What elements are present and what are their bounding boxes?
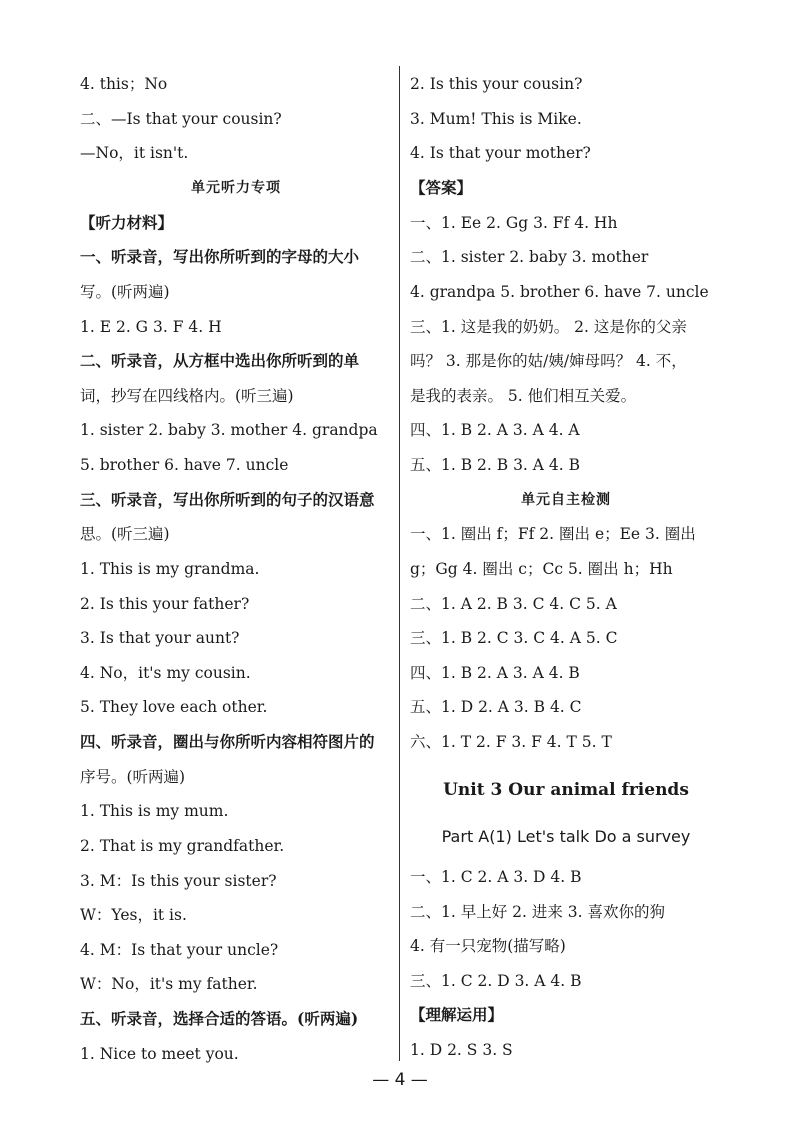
left-line: 四、听录音，圈出与你所听内容相符图片的 (80, 732, 375, 751)
right-line: g；Gg 4. 圈出 c；Cc 5. 圈出 h；Hh (410, 560, 673, 578)
left-line: 1. This is my grandma. (80, 560, 260, 578)
left-line: 【听力材料】 (80, 213, 174, 232)
left-line: 二、听录音，从方框中选出你所听到的单 (80, 351, 360, 370)
right-line: 是我的表亲。 5. 他们相互关爱。 (410, 387, 637, 405)
right-line: 单元自主检测 (521, 492, 611, 508)
right-line: 3. Mum! This is Mike. (410, 110, 582, 128)
left-line: 五、听录音，选择合适的答语。(听两遍) (80, 1009, 359, 1028)
left-line: 2. That is my grandfather. (80, 837, 285, 855)
column-divider (399, 66, 400, 1061)
left-line: 1. E 2. G 3. F 4. H (80, 318, 222, 336)
right-line: 二、1. A 2. B 3. C 4. C 5. A (410, 595, 617, 613)
right-line: 三、1. 这是我的奶奶。 2. 这是你的父亲 (410, 318, 687, 336)
left-line: 思。(听三遍) (80, 525, 170, 543)
left-line: 一、听录音，写出你所听到的字母的大小 (80, 247, 360, 266)
page-number: — 4 — (372, 1070, 428, 1090)
right-line: 六、1. T 2. F 3. F 4. T 5. T (410, 733, 612, 751)
left-line: 词，抄写在四线格内。(听三遍) (80, 387, 294, 405)
right-line: 三、1. B 2. C 3. C 4. A 5. C (410, 629, 618, 647)
left-line: 4. No，it's my cousin. (80, 664, 251, 682)
right-line: 一、1. 圈出 f；Ff 2. 圈出 e；Ee 3. 圈出 (410, 525, 696, 543)
right-line: 4. Is that your mother? (410, 144, 591, 162)
right-line: 1. D 2. S 3. S (410, 1041, 513, 1059)
right-line: 【理解运用】 (410, 1005, 504, 1024)
left-line: 1. sister 2. baby 3. mother 4. grandpa (80, 421, 378, 439)
left-line: 单元听力专项 (191, 180, 281, 196)
right-line: 一、1. Ee 2. Gg 3. Ff 4. Hh (410, 214, 618, 232)
left-line: 5. brother 6. have 7. uncle (80, 456, 289, 474)
left-line: W：Yes，it is. (80, 906, 187, 924)
right-line: 四、1. B 2. A 3. A 4. B (410, 664, 580, 682)
left-line: 写。(听两遍) (80, 283, 170, 301)
right-line: 2. Is this your cousin? (410, 75, 583, 93)
right-line: 4. 有一只宠物(描写略) (410, 937, 566, 955)
left-line: —No，it isn't. (80, 144, 189, 162)
left-line: 1. This is my mum. (80, 802, 229, 820)
right-line: 吗？ 3. 那是你的姑/姨/婶母吗？ 4. 不， (410, 352, 687, 370)
right-line: 五、1. B 2. B 3. A 4. B (410, 456, 581, 474)
right-line: 三、1. C 2. D 3. A 4. B (410, 972, 582, 990)
left-line: 2. Is this your father? (80, 595, 250, 613)
left-line: 4. this；No (80, 75, 168, 93)
left-line: 5. They love each other. (80, 698, 268, 716)
right-line: 二、1. sister 2. baby 3. mother (410, 248, 649, 266)
left-line: 3. Is that your aunt? (80, 629, 240, 647)
left-line: 序号。(听两遍) (80, 768, 186, 786)
right-line: 4. grandpa 5. brother 6. have 7. uncle (410, 283, 709, 301)
left-line: W：No，it's my father. (80, 975, 258, 993)
left-line: 4. M：Is that your uncle? (80, 941, 279, 959)
right-line: 一、1. C 2. A 3. D 4. B (410, 868, 582, 886)
right-line: Part A(1) Let's talk Do a survey (441, 827, 691, 846)
left-line: 3. M：Is this your sister? (80, 872, 277, 890)
left-line: 1. Nice to meet you. (80, 1045, 239, 1063)
left-line: 三、听录音，写出你所听到的句子的汉语意 (80, 490, 375, 509)
right-line: 四、1. B 2. A 3. A 4. A (410, 421, 580, 439)
right-line: 【答案】 (410, 178, 473, 197)
right-line: Unit 3 Our animal friends (443, 780, 689, 800)
right-line: 五、1. D 2. A 3. B 4. C (410, 698, 582, 716)
left-line: 二、—Is that your cousin? (80, 110, 282, 128)
right-line: 二、1. 早上好 2. 进来 3. 喜欢你的狗 (410, 903, 666, 921)
